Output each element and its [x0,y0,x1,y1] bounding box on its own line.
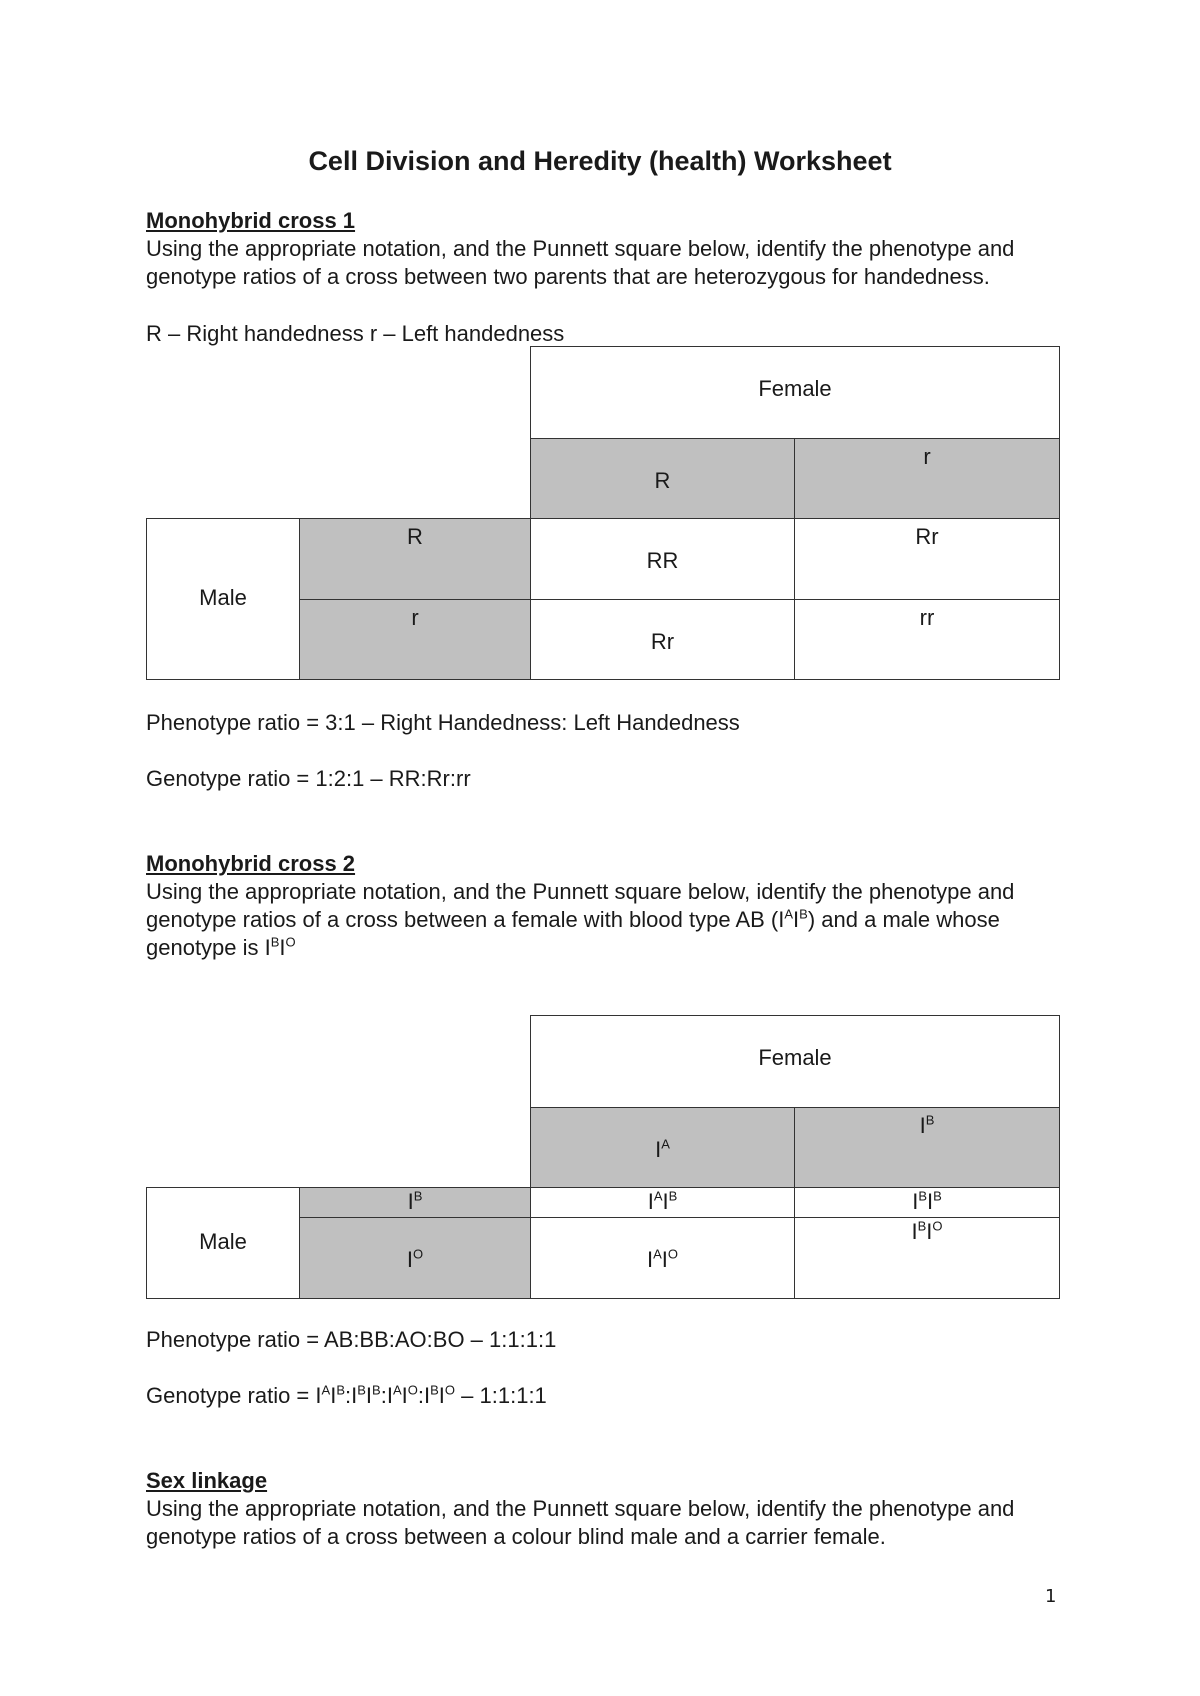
female-allele-cell [794,438,1060,519]
male-allele-cell [299,1187,531,1218]
offspring-cell [794,1187,1060,1218]
offspring-genotype: rr [919,605,935,630]
female-label: Female [758,1045,832,1070]
male-header-cell [146,518,300,680]
offspring-genotype: $I^BI^O$ [911,1218,943,1244]
male-allele-cell [299,599,531,680]
female-allele: R [654,468,671,493]
female-header-cell [530,1015,1060,1108]
offspring-genotype: $I^AI^O$ [646,1246,679,1272]
section2-phenotype-ratio: Phenotype ratio = AB:BB:AO:BO – 1:1:1:1 [146,1327,557,1352]
offspring-cell [530,1187,795,1218]
male-allele-cell [299,518,531,600]
male-allele: r [411,605,419,630]
male-allele: R [407,524,423,549]
female-allele: r [923,444,931,469]
offspring-cell [794,599,1060,680]
female-label: Female [758,376,832,401]
offspring-genotype: $I^BI^B$ [912,1188,942,1214]
offspring-genotype: RR [646,548,679,573]
male-label: Male [199,585,247,610]
section1-allele-key: R – Right handedness r – Left handedness [146,321,565,346]
section1-phenotype-ratio: Phenotype ratio = 3:1 – Right Handedness: Left Handedness [146,710,740,735]
section2-instructions: Using the appropriate notation, and the Punnett square below, identify the phenotype and genotype ratios of a cross between a female with blood type AB $(I^AI^B)$ and a male whose genotype is $I^BI^O$ [146,879,1015,960]
section2-genotype-ratio: Genotype ratio = $I^AI^B:I^BI^B:I^AI^O:I^BI^O$ – 1:1:1:1 [146,1382,547,1408]
male-allele: $I^B$ [407,1188,423,1214]
offspring-genotype: Rr [915,524,939,549]
female-header-cell [530,346,1060,439]
offspring-cell [530,518,795,600]
male-allele-cell [299,1217,531,1299]
female-allele-cell [530,1107,795,1188]
offspring-cell [530,1217,795,1299]
offspring-genotype: $I^AI^B$ [647,1188,678,1214]
section3-instructions: Using the appropriate notation, and the Punnett square below, identify the phenotype and genotype ratios of a cross between a colour blind male and a carrier female. [146,1496,1015,1549]
female-allele-cell [530,438,795,519]
section3-heading: Sex linkage [146,1468,268,1493]
section1-instructions: Using the appropriate notation, and the Punnett square below, identify the phenotype and genotype ratios of a cross between two parents that are heterozygous for handedness. [146,236,1015,289]
male-header-cell [146,1187,300,1299]
female-allele: $I^A$ [655,1136,670,1162]
section1-heading: Monohybrid cross 1 [146,208,356,233]
female-allele-cell [794,1107,1060,1188]
female-allele: $I^B$ [919,1112,935,1138]
male-label: Male [199,1229,247,1254]
offspring-cell [794,1217,1060,1299]
male-allele: $I^O$ [406,1246,424,1272]
section2-heading: Monohybrid cross 2 [146,851,356,876]
offspring-cell [794,518,1060,600]
worksheet-title: Cell Division and Heredity (health) Worksheet [308,146,892,176]
offspring-genotype: Rr [650,629,675,654]
offspring-cell [530,599,795,680]
section1-genotype-ratio: Genotype ratio = 1:2:1 – RR:Rr:rr [146,766,471,791]
page-number: 1 [1045,1586,1057,1607]
